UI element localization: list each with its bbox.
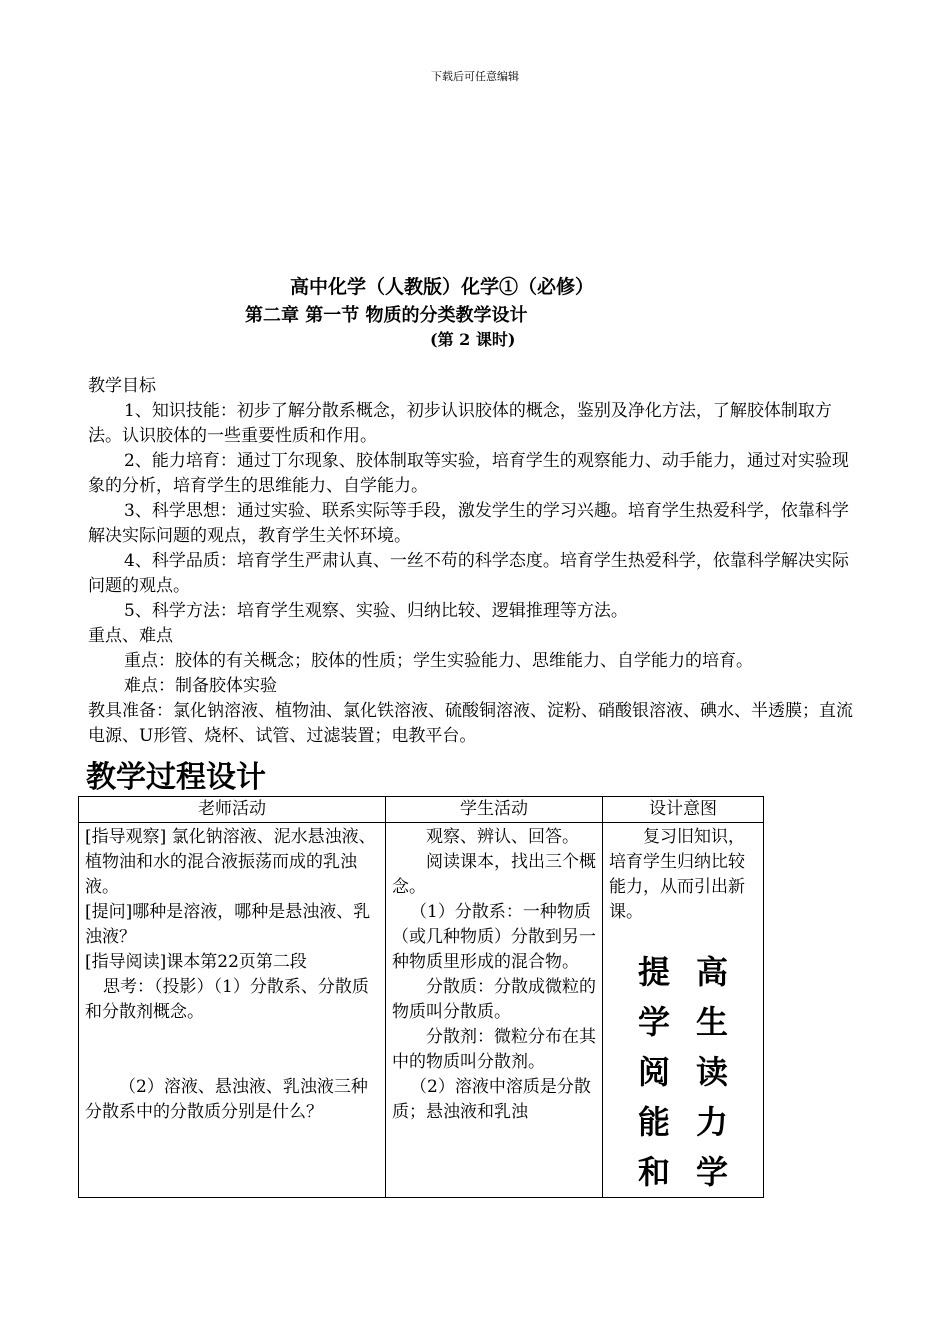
big-char: 阅 [637, 1053, 670, 1091]
lesson-number: (第 2 课时) [430, 330, 516, 349]
table-row [79, 823, 764, 1198]
student-line: 分散剂：微粒分布在其中的物质叫分散剂。 [392, 1027, 596, 1072]
student-cell [386, 823, 603, 1198]
keypoints-heading: 重点、难点 [88, 626, 173, 646]
teacher-line: [指导阅读]课本第22页第二段 [85, 952, 307, 972]
student-line: 阅读课本，找出三个概念。 [392, 852, 596, 897]
student-line: 分散质：分散成微粒的物质叫分散质。 [392, 977, 596, 1022]
big-char: 力 [695, 1103, 728, 1141]
process-heading: 教学过程设计 [86, 760, 266, 795]
objective-item: 3、科学思想：通过实验、联系实际等手段，激发学生的学习兴趣。培育学生热爱科学，依靠科学解决实际问题的观点，教育学生关怀环境。 [88, 501, 849, 546]
spacer [85, 1025, 379, 1075]
intent-text: 复习旧知识，培育学生归纳比较能力，从而引出新课。 [609, 827, 745, 922]
teacher-line: [指导观察] 氯化钠溶液、泥水悬浊液、植物油和水的混合液振荡而成的乳浊液。 [85, 827, 376, 897]
intent-large-text [609, 947, 757, 1195]
student-line: 观察、辨认、回答。 [426, 827, 579, 847]
intent-cell [603, 823, 764, 1198]
objective-item: 5、科学方法：培育学生观察、实验、归纳比较、逻辑推理等方法。 [124, 601, 628, 621]
teacher-cell [79, 823, 386, 1198]
header-note: 下载后可任意编辑 [431, 70, 519, 83]
table-header-row [79, 797, 764, 823]
student-line: （1）分散系：一种物质（或几种物质）分散到另一种物质里形成的混合物。 [392, 902, 596, 972]
header-student: 学生活动 [386, 797, 603, 823]
big-char: 和 [637, 1153, 670, 1191]
big-char: 读 [695, 1053, 728, 1091]
objective-item: 1、知识技能：初步了解分散系概念，初步认识胶体的概念，鉴别及净化方法，了解胶体制取方法。认识胶体的一些重要性质和作用。 [88, 401, 832, 446]
header-intent: 设计意图 [603, 797, 764, 823]
big-char: 生 [695, 1003, 728, 1041]
chapter-title: 第二章 第一节 物质的分类教学设计 [245, 305, 528, 326]
process-table [78, 796, 764, 1198]
big-char: 提 [637, 953, 670, 991]
objective-item: 4、科学品质：培育学生严肃认真、一丝不苟的科学态度。培育学生热爱科学，依靠科学解决实际问题的观点。 [88, 551, 849, 596]
big-char: 学 [695, 1153, 728, 1191]
teacher-line: 思考：（投影）（1）分散系、分散质和分散剂概念。 [85, 977, 369, 1022]
big-char: 高 [695, 953, 728, 991]
lesson-body [88, 374, 864, 749]
difficult-point: 难点：制备胶体实验 [124, 676, 277, 696]
objectives-heading: 教学目标 [88, 376, 156, 396]
course-title: 高中化学（人教版）化学①（必修） [290, 276, 595, 298]
equipment-text: 教具准备：氯化钠溶液、植物油、氯化铁溶液、硫酸铜溶液、淀粉、硝酸银溶液、碘水、半透膜；直流电源、U形管、烧杯、试管、过滤装置；电教平台。 [88, 701, 853, 746]
teacher-line: [提问]哪种是溶液，哪种是悬浊液、乳浊液？ [85, 902, 371, 947]
big-char: 能 [637, 1103, 670, 1141]
key-point: 重点：胶体的有关概念；胶体的性质；学生实验能力、思维能力、自学能力的培育。 [124, 651, 753, 671]
teacher-line: （2）溶液、悬浊液、乳浊液三种分散系中的分散质分别是什么？ [85, 1077, 368, 1122]
objective-item: 2、能力培育：通过丁尔现象、胶体制取等实验，培育学生的观察能力、动手能力，通过对实验现象的分析，培育学生的思维能力、自学能力。 [88, 451, 849, 496]
big-char: 学 [637, 1003, 670, 1041]
student-line: （2）溶液中溶质是分散质；悬浊液和乳浊 [392, 1077, 591, 1122]
header-teacher: 老师活动 [79, 797, 386, 823]
